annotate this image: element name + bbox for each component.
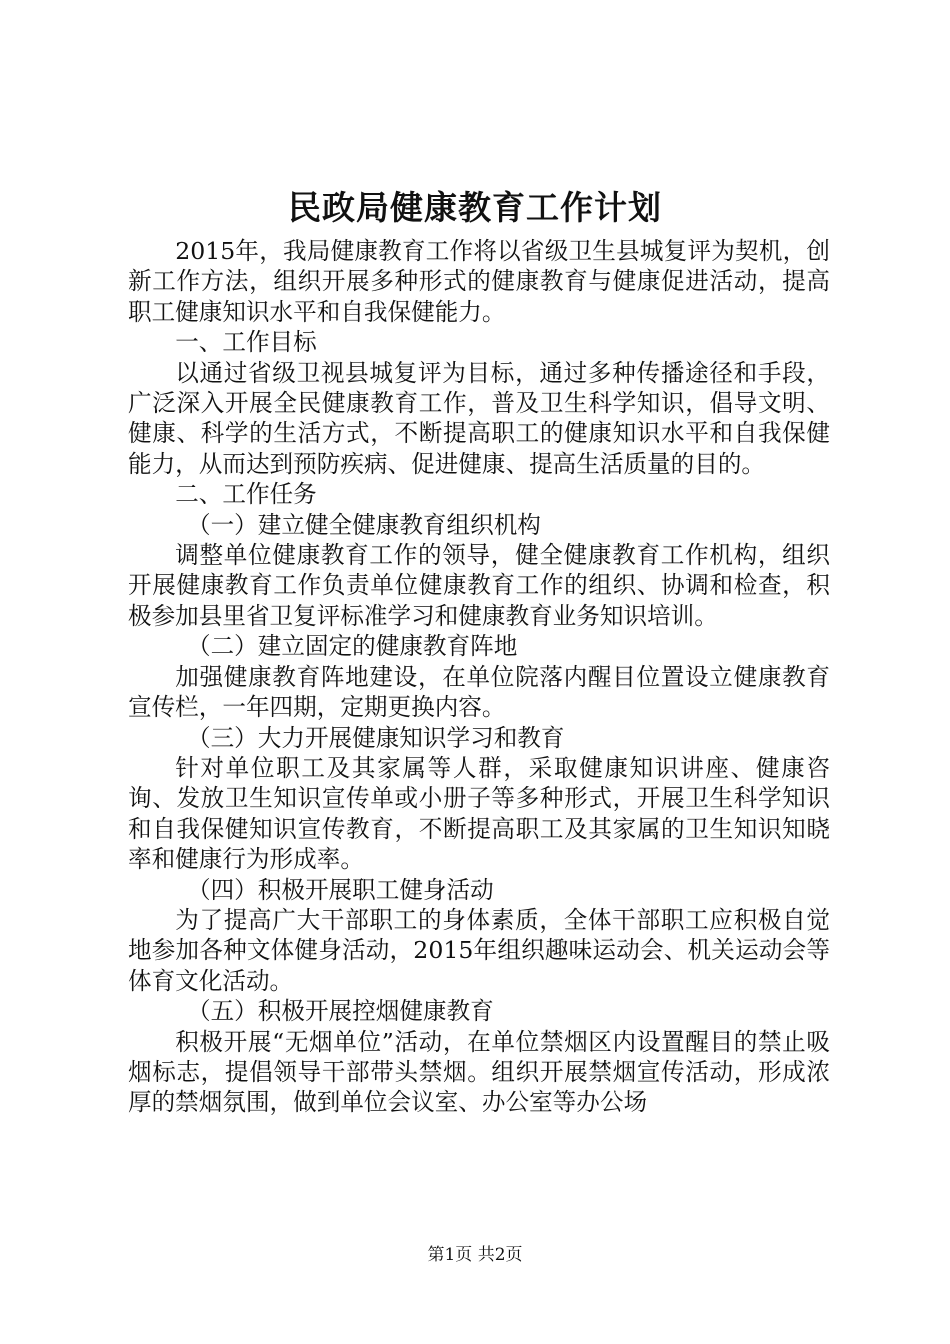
document-title: 民政局健康教育工作计划 [288, 188, 662, 227]
task-2-paragraph: 加强健康教育阵地建设，在单位院落内醒目位置设立健康教育宣传栏，一年四期，定期更换内容。 [128, 662, 830, 722]
subheading-task-1: （一）建立健全健康教育组织机构 [187, 510, 541, 539]
subheading-task-2: （二）建立固定的健康教育阵地 [187, 632, 518, 661]
task-4-paragraph: 为了提高广大干部职工的身体素质，全体干部职工应积极自觉地参加各种文体健身活动，2015年组织趣味运动会、机关运动会等体育文化活动。 [128, 905, 830, 995]
section-heading-tasks: 二、工作任务 [175, 480, 317, 509]
goals-paragraph: 以通过省级卫视县城复评为目标，通过多种传播途径和手段，广泛深入开展全民健康教育工作，普及卫生科学知识，倡导文明、健康、科学的生活方式，不断提高职工的健康知识水平和自我保健能力，从而达到预防疾病、促进健康、提高生活质量的目的。 [128, 358, 830, 478]
intro-paragraph: 2015年，我局健康教育工作将以省级卫生县城复评为契机，创新工作方法，组织开展多种形式的健康教育与健康促进活动，提高职工健康知识水平和自我保健能力。 [128, 237, 830, 326]
task-3-paragraph: 针对单位职工及其家属等人群，采取健康知识讲座、健康咨询、发放卫生知识宣传单或小册子等多种形式，开展卫生科学知识和自我保健知识宣传教育，不断提高职工及其家属的卫生知识知晓率和健康行为形成率。 [128, 753, 830, 874]
page-number-footer: 第1页 共2页 [427, 1245, 523, 1265]
document-body [128, 236, 830, 1118]
task-1-paragraph: 调整单位健康教育工作的领导，健全健康教育工作机构，组织开展健康教育工作负责单位健康教育工作的组织、协调和检查，积极参加县里省卫复评标准学习和健康教育业务知识培训。 [128, 541, 830, 630]
subheading-task-5: （五）积极开展控烟健康教育 [187, 997, 494, 1026]
section-heading-goals: 一、工作目标 [175, 328, 317, 357]
subheading-task-3: （三）大力开展健康知识学习和教育 [187, 723, 565, 752]
subheading-task-4: （四）积极开展职工健身活动 [187, 875, 494, 904]
task-5-paragraph: 积极开展“无烟单位”活动，在单位禁烟区内设置醒目的禁止吸烟标志，提倡领导干部带头禁烟。组织开展禁烟宣传活动，形成浓厚的禁烟氛围，做到单位会议室、办公室等办公场 [128, 1027, 830, 1117]
